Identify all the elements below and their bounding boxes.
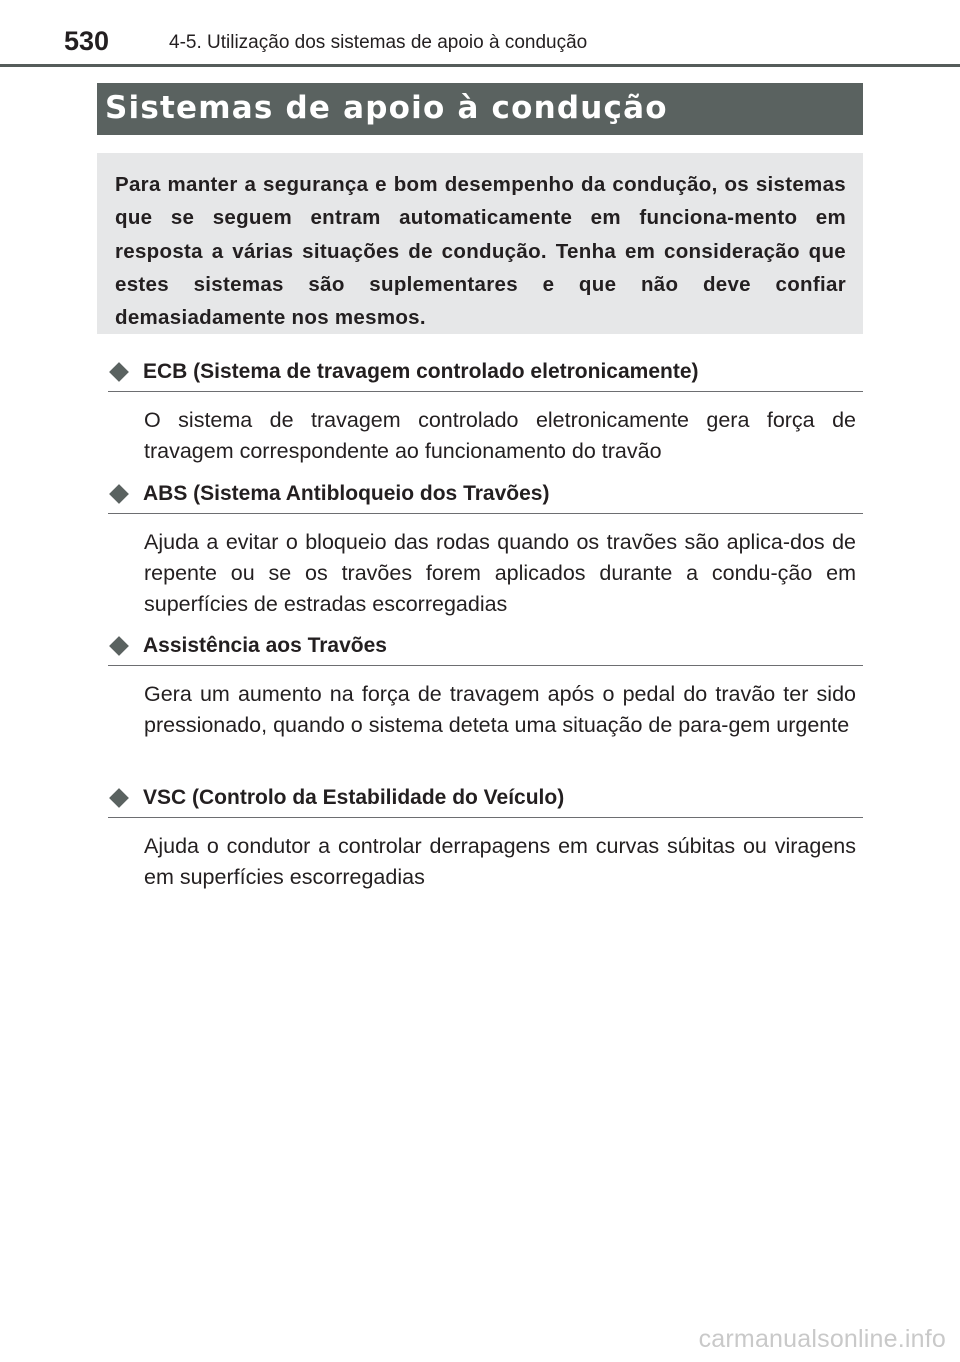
intro-box bbox=[97, 153, 863, 334]
item-heading bbox=[108, 631, 863, 666]
diamond-bullet-icon bbox=[109, 484, 129, 504]
item-heading bbox=[108, 357, 863, 392]
list-item-ecb bbox=[108, 357, 863, 467]
watermark-text: carmanualsonline.info bbox=[698, 1325, 946, 1353]
item-description: Ajuda a evitar o bloqueio das rodas quando os travões são aplica-dos de repente ou se os travões forem aplicados durante a condu-ção em superfícies de estradas escorregadias bbox=[144, 530, 856, 617]
page-number: 530 bbox=[64, 26, 110, 56]
list-item-abs bbox=[108, 479, 863, 621]
section-title-bar bbox=[97, 83, 863, 135]
item-title: ABS (Sistema Antibloqueio dos Travões) bbox=[143, 482, 550, 505]
diamond-bullet-icon bbox=[109, 636, 129, 656]
page-title: Sistemas de apoio à condução bbox=[105, 90, 668, 126]
item-heading bbox=[108, 479, 863, 514]
item-title: ECB (Sistema de travagem controlado eletronicamente) bbox=[143, 360, 699, 383]
running-header: 4-5. Utilização dos sistemas de apoio à condução bbox=[169, 32, 588, 53]
diamond-bullet-icon bbox=[109, 362, 129, 382]
list-item-vsc bbox=[108, 783, 863, 893]
header-rule bbox=[0, 64, 960, 67]
item-description: Gera um aumento na força de travagem após o pedal do travão ter sido pressionado, quando o sistema deteta uma situação de para-gem urgente bbox=[144, 682, 856, 738]
item-title: VSC (Controlo da Estabilidade do Veículo) bbox=[143, 786, 565, 809]
item-title: Assistência aos Travões bbox=[143, 634, 387, 657]
item-description: O sistema de travagem controlado eletronicamente gera força de travagem correspondente ao funcionamento do travão bbox=[144, 408, 856, 464]
item-heading bbox=[108, 783, 863, 818]
diamond-bullet-icon bbox=[109, 788, 129, 808]
list-item-brake-assist bbox=[108, 631, 863, 741]
item-description: Ajuda o condutor a controlar derrapagens em curvas súbitas ou viragens em superfícies escorregadias bbox=[144, 834, 856, 890]
intro-text: Para manter a segurança e bom desempenho da condução, os sistemas que se seguem entram automaticamente em funciona-mento em resposta a várias situações de condução. Tenha em consideração que estes sistemas são suplementares e que não deve confiar demasiadamente nos mesmos. bbox=[115, 173, 846, 330]
